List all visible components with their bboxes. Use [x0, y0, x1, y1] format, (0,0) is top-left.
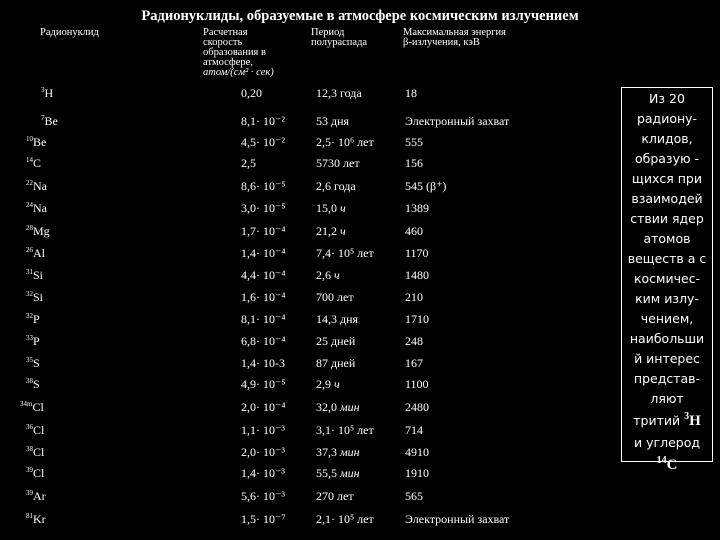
- nuclide-element: S: [33, 356, 40, 370]
- nuclide-mass: 39: [26, 466, 33, 474]
- rate-cell: 4,5· 10⁻²: [241, 135, 285, 149]
- energy-cell: 18: [405, 86, 417, 100]
- note-line: щихся при: [632, 171, 702, 186]
- note-line: атомов: [643, 231, 691, 246]
- header-rate: [203, 28, 274, 78]
- nuclide-cell: [41, 114, 58, 128]
- rate-cell: 1,7· 10⁻⁴: [241, 224, 286, 238]
- table-row: [0, 312, 610, 334]
- nuclide-mass: 32: [26, 312, 33, 320]
- header-rate-line: образования в: [203, 47, 266, 58]
- nuclide-element: Kr: [33, 512, 46, 526]
- rate-cell: 8,6· 10⁻⁵: [241, 179, 286, 193]
- rate-cell: 1,4· 10⁻³: [241, 466, 285, 480]
- halflife-unit: ч: [340, 224, 346, 238]
- halflife-value: 2,6: [316, 268, 334, 282]
- nuclide-element: Al: [33, 246, 45, 260]
- nuclide-cell: [26, 290, 43, 304]
- table-row: [0, 334, 610, 356]
- nuclide-mass: 31: [26, 268, 33, 276]
- rate-cell: 6,8· 10⁻⁴: [241, 334, 286, 348]
- nuclide-mass: 38: [26, 377, 33, 385]
- rate-cell: 5,6· 10⁻³: [241, 489, 285, 503]
- rate-cell: 1,4· 10⁻⁴: [241, 246, 286, 260]
- header-energy-line: Максимальная энергия: [403, 27, 506, 38]
- page-title: Радионуклиды, образуемые в атмосфере космическим излучением: [141, 8, 579, 24]
- note-box: [621, 87, 713, 473]
- header-energy: [403, 28, 506, 48]
- energy-cell: 555: [405, 135, 423, 149]
- table-row: [0, 156, 610, 178]
- nuclide-cell: [26, 135, 46, 149]
- nuclide-element: P: [33, 334, 40, 348]
- halflife-cell: 87 дней: [316, 356, 356, 370]
- energy-cell: 1100: [405, 377, 429, 391]
- halflife-unit: мин: [340, 445, 360, 459]
- nuclide-element: Cl: [33, 466, 45, 480]
- rate-cell: 8,1· 10⁻⁴: [241, 312, 286, 326]
- header-rate-line: атмосфере,: [203, 57, 253, 68]
- note-tritium-text: тритий: [633, 413, 685, 428]
- note-line: чением,: [640, 311, 694, 326]
- nuclide-cell: [26, 312, 40, 326]
- note-carbon: [622, 453, 712, 477]
- rate-cell: 2,5: [241, 156, 256, 170]
- halflife-cell: [316, 377, 340, 391]
- header-rate-line: скорость: [203, 37, 243, 48]
- energy-cell: 714: [405, 423, 423, 437]
- halflife-cell: [316, 400, 360, 414]
- halflife-cell: 7,4· 10⁵ лет: [316, 246, 374, 260]
- nuclide-element: Cl: [33, 445, 45, 459]
- nuclide-element: Na: [33, 201, 47, 215]
- halflife-unit: мин: [340, 400, 360, 414]
- nuclide-element: Si: [33, 290, 44, 304]
- table-row: [0, 201, 610, 223]
- table-row: [0, 400, 610, 422]
- table-row: [0, 114, 610, 136]
- note-line: образую -: [634, 151, 699, 166]
- header-halflife-line: Период: [311, 27, 345, 38]
- header-halflife: [311, 28, 367, 48]
- note-line: представ-: [633, 371, 701, 386]
- note-line: радиону-: [636, 111, 698, 126]
- halflife-unit: ч: [334, 268, 340, 282]
- nuclide-element: H: [44, 86, 54, 100]
- nuclide-element: Be: [33, 135, 47, 149]
- table-row: [0, 445, 610, 467]
- nuclide-cell: [26, 201, 47, 215]
- energy-cell: 1170: [405, 246, 429, 260]
- note-line: й интерес: [634, 351, 700, 366]
- rate-cell: 8,1· 10⁻²: [241, 114, 285, 128]
- note-line: наибольши: [629, 331, 705, 346]
- nuclide-mass: 10: [26, 135, 33, 143]
- table-row: [0, 135, 610, 157]
- rate-cell: 1,1· 10⁻³: [241, 423, 285, 437]
- nuclide-mass: 36: [26, 423, 33, 431]
- table-row: [0, 86, 610, 108]
- table-row: [0, 290, 610, 312]
- rate-cell: 1,6· 10⁻⁴: [241, 290, 286, 304]
- nuclide-element: Cl: [33, 423, 45, 437]
- nuclide-mass: 81: [26, 512, 33, 520]
- halflife-cell: 5730 лет: [316, 156, 360, 170]
- halflife-value: 15,0: [316, 201, 340, 215]
- note-tritium: [622, 409, 712, 433]
- energy-cell: 248: [405, 334, 423, 348]
- halflife-cell: 270 лет: [316, 489, 354, 503]
- halflife-cell: [316, 224, 346, 238]
- table-row: [0, 423, 610, 445]
- header-nuclide: [40, 28, 99, 38]
- halflife-cell: 2,1· 10⁵ лет: [316, 512, 374, 526]
- rate-cell: 1,4· 10-3: [241, 356, 285, 370]
- header-energy-line: β-излучения, кэВ: [403, 37, 480, 48]
- nuclide-mass: 32: [26, 290, 33, 298]
- nuclide-cell: [26, 224, 50, 238]
- halflife-cell: [316, 466, 360, 480]
- table-row: [0, 179, 610, 201]
- energy-cell: 565: [405, 489, 423, 503]
- nuclide-mass: 24: [26, 201, 33, 209]
- energy-cell: Электронный захват: [405, 512, 510, 526]
- nuclide-mass: 28: [26, 224, 33, 232]
- header-rate-line: Расчетная: [203, 27, 248, 38]
- note-line: ким излу-: [635, 291, 699, 306]
- nuclide-cell: [26, 179, 47, 193]
- note-line: ствии ядер: [630, 211, 704, 226]
- nuclide-mass: 7: [41, 114, 45, 122]
- note-line: веществ а с: [627, 251, 707, 266]
- nuclide-cell: [26, 334, 40, 348]
- energy-cell: 545 (β⁺): [405, 179, 447, 193]
- halflife-cell: 12,3 года: [316, 86, 362, 100]
- rate-cell: 3,0· 10⁻⁵: [241, 201, 286, 215]
- energy-cell: 1480: [405, 268, 429, 282]
- nuclide-mass: 3: [41, 86, 45, 94]
- nuclide-cell: [26, 246, 45, 260]
- energy-cell: 1389: [405, 201, 429, 215]
- table-row: [0, 224, 610, 246]
- rate-cell: 1,5· 10⁻⁷: [241, 512, 286, 526]
- nuclide-mass: 33: [26, 334, 33, 342]
- rate-cell: 4,4· 10⁻⁴: [241, 268, 286, 282]
- energy-cell: 167: [405, 356, 423, 370]
- nuclide-cell: [26, 268, 43, 282]
- rate-cell: 2,0· 10⁻⁴: [241, 400, 286, 414]
- nuclide-cell: [26, 445, 44, 459]
- energy-cell: 460: [405, 224, 423, 238]
- halflife-value: 2,9: [316, 377, 334, 391]
- table-row: [0, 377, 610, 399]
- nuclide-cell: [26, 512, 46, 526]
- halflife-value: 37,3: [316, 445, 340, 459]
- note-line: взаимодей: [631, 191, 703, 206]
- halflife-unit: ч: [334, 377, 340, 391]
- rate-cell: 0,20: [241, 86, 262, 100]
- nuclide-element: C: [33, 156, 42, 170]
- nuclide-cell: [26, 377, 40, 391]
- nuclide-cell: [41, 86, 53, 100]
- nuclide-element: Na: [33, 179, 47, 193]
- nuclide-element: Ar: [33, 489, 46, 503]
- nuclide-element: P: [33, 312, 40, 326]
- note-tritium-element: H: [689, 413, 701, 429]
- note-carbon-element: C: [666, 457, 678, 473]
- energy-cell: 4910: [405, 445, 429, 459]
- rate-cell: 4,9· 10⁻⁵: [241, 377, 286, 391]
- nuclide-cell: [26, 489, 46, 503]
- nuclide-mass: 39: [26, 489, 33, 497]
- table-row: [0, 512, 610, 534]
- nuclide-cell: [26, 356, 40, 370]
- nuclide-cell: [26, 466, 44, 480]
- note-line: ляют: [650, 391, 684, 406]
- halflife-cell: 25 дней: [316, 334, 356, 348]
- table-row: [0, 489, 610, 511]
- halflife-cell: 3,1· 10⁵ лет: [316, 423, 374, 437]
- energy-cell: 156: [405, 156, 423, 170]
- rate-cell: 2,0· 10⁻³: [241, 445, 285, 459]
- nuclide-cell: [26, 156, 41, 170]
- energy-cell: 210: [405, 290, 423, 304]
- halflife-cell: 53 дня: [316, 114, 350, 128]
- halflife-unit: ч: [340, 201, 346, 215]
- nuclide-element: Mg: [33, 224, 50, 238]
- nuclide-element: Cl: [32, 400, 44, 414]
- table-row: [0, 356, 610, 378]
- halflife-cell: [316, 268, 340, 282]
- nuclide-mass: 22: [26, 179, 33, 187]
- note-line: клидов,: [641, 131, 693, 146]
- halflife-value: 32,0: [316, 400, 340, 414]
- table-row: [0, 268, 610, 290]
- halflife-value: 55,5: [316, 466, 340, 480]
- table-row: [0, 246, 610, 268]
- halflife-cell: 2,5· 10⁶ лет: [316, 135, 374, 149]
- nuclide-mass: 14: [26, 156, 33, 164]
- header-halflife-line: полураспада: [311, 37, 368, 48]
- halflife-cell: 700 лет: [316, 290, 354, 304]
- nuclide-cell: [26, 423, 44, 437]
- note-tritium-mass: 3: [684, 411, 690, 422]
- nuclide-mass: 38: [26, 445, 33, 453]
- note-carbon-mass: 14: [656, 455, 667, 466]
- halflife-value: 21,2: [316, 224, 340, 238]
- nuclide-mass: 34m: [20, 400, 33, 408]
- header-nuclide-label: Радионуклид: [40, 27, 99, 38]
- halflife-cell: [316, 445, 360, 459]
- energy-cell: Электронный захват: [405, 114, 510, 128]
- nuclide-mass: 26: [26, 246, 33, 254]
- table-row: [0, 466, 610, 488]
- nuclide-element: S: [33, 377, 40, 391]
- halflife-cell: [316, 201, 346, 215]
- energy-cell: 1910: [405, 466, 429, 480]
- note-line: Из 20: [649, 91, 685, 106]
- halflife-cell: 2,6 года: [316, 179, 356, 193]
- nuclide-cell: [20, 400, 44, 414]
- halflife-cell: 14,3 дня: [316, 312, 359, 326]
- nuclide-mass: 35: [26, 356, 33, 364]
- note-line: космичес-: [633, 271, 701, 286]
- energy-cell: 2480: [405, 400, 429, 414]
- halflife-unit: мин: [340, 466, 360, 480]
- energy-cell: 1710: [405, 312, 429, 326]
- note-carbon-text: и углерод: [634, 435, 700, 450]
- nuclide-element: Si: [33, 268, 44, 282]
- header-rate-unit: атом/(см² · сек): [203, 67, 274, 78]
- nuclide-element: Be: [44, 114, 58, 128]
